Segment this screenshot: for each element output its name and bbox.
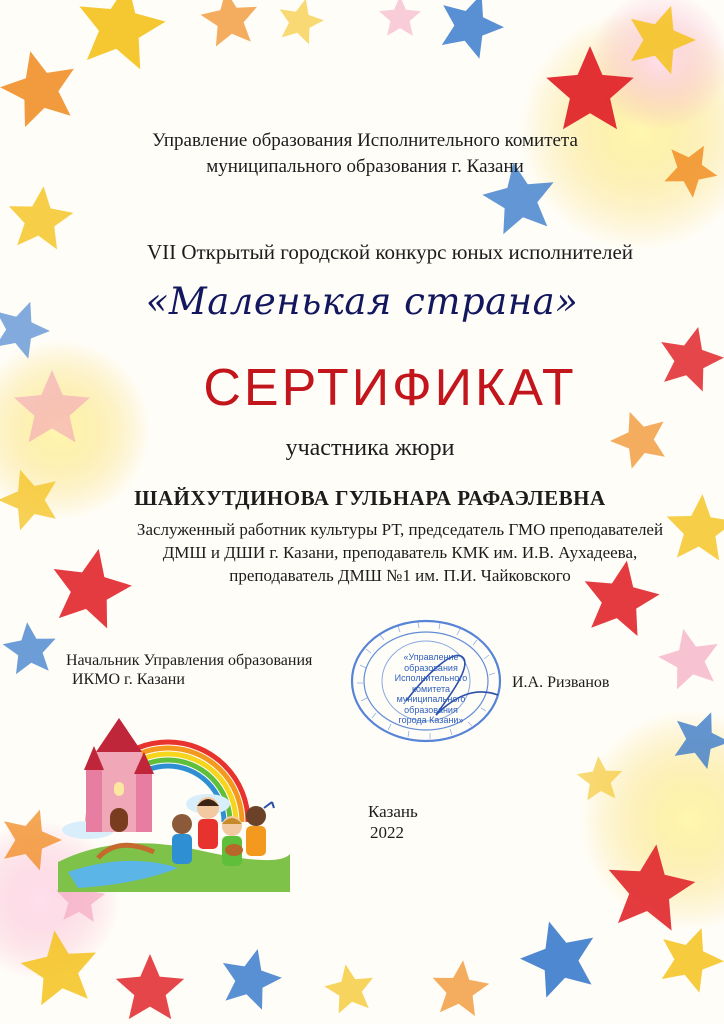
certificate-title: СЕРТИФИКАТ	[203, 359, 577, 417]
decor-star	[223, 949, 282, 1010]
recipient-description-line: ДМШ и ДШИ г. Казани, преподаватель КМК им. И.В. Аухадеева,	[162, 543, 638, 562]
castle-children-illustration	[58, 712, 290, 892]
decor-star	[0, 51, 74, 127]
signatory-name: И.А. Ризванов	[512, 674, 610, 691]
signatory-position-line-2: ИКМО г. Казани	[72, 671, 185, 688]
decor-star	[520, 922, 593, 998]
decor-star	[201, 0, 258, 47]
decor-star	[79, 0, 165, 69]
contest-name: «Маленькая страна»	[145, 280, 579, 323]
certificate-subtitle: участника жюри	[285, 435, 455, 461]
decor-star	[662, 928, 724, 993]
stamp-inner-text: «Управление образования Исполнительного комитета муниципального образования города Казани»	[394, 652, 468, 725]
decor-star	[442, 0, 504, 59]
contest-title: VII Открытый городской конкурс юных исполнителей	[146, 240, 634, 264]
decor-star	[3, 622, 56, 674]
decor-star	[379, 0, 421, 36]
decor-star	[116, 954, 184, 1019]
decor-star	[433, 960, 490, 1016]
year: 2022	[370, 823, 404, 842]
decor-star	[324, 964, 373, 1013]
decor-star	[280, 0, 324, 44]
recipient-name: ШАЙХУТДИНОВА ГУЛЬНАРА РАФАЭЛЕВНА	[134, 486, 606, 510]
signatory-position-line-1: Начальник Управления образования	[66, 652, 313, 669]
issuer-line-1: Управление образования Исполнительного комитета	[152, 130, 578, 151]
city: Казань	[368, 802, 418, 821]
recipient-description-line: преподаватель ДМШ №1 им. П.И. Чайковского	[229, 566, 571, 585]
decor-star	[658, 629, 718, 690]
issuer-line-2: муниципального образования г. Казани	[206, 156, 524, 177]
recipient-description-line: Заслуженный работник культуры РТ, председатель ГМО преподавателей	[136, 520, 664, 539]
